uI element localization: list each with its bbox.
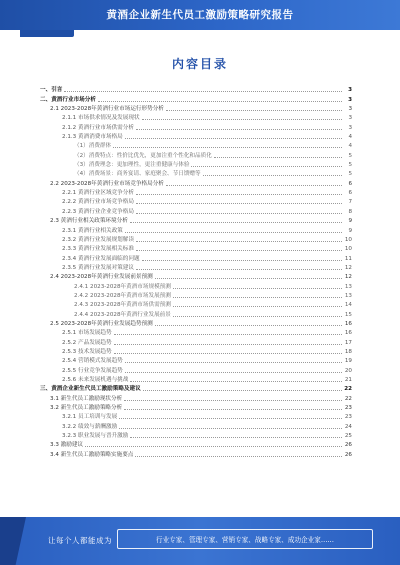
toc-entry-title: 2.2.3 黄酒行业企业竞争格局 (62, 208, 134, 215)
toc-page-number: 23 (344, 405, 352, 412)
toc-leader-dots (125, 232, 342, 233)
toc-entry-title: 2.3.5 黄酒行业发展对策建议 (62, 264, 134, 271)
toc-page-number: 4 (348, 143, 352, 150)
table-of-contents (40, 84, 352, 458)
toc-entry-title: 2.1.2 黄酒行业市场供需分析 (62, 124, 134, 131)
toc-page-number: 7 (348, 199, 352, 206)
toc-leader-dots (98, 101, 342, 102)
toc-page-number: 11 (344, 255, 352, 262)
toc-page-number: 26 (344, 442, 352, 449)
toc-leader-dots (155, 278, 342, 279)
toc-entry-title: 2.1.1 市场供求情况及发展现状 (62, 115, 140, 122)
toc-leader-dots (119, 418, 342, 419)
toc-entry[interactable] (40, 215, 352, 224)
toc-entry-title: 2.3.3 黄酒行业发展相关标准 (62, 246, 134, 253)
toc-entry[interactable] (40, 234, 352, 243)
toc-leader-dots (143, 390, 342, 391)
toc-leader-dots (125, 362, 342, 363)
toc-entry[interactable] (40, 318, 352, 327)
toc-heading: 内容目录 (171, 57, 228, 71)
toc-page-number: 6 (348, 190, 352, 197)
toc-leader-dots (114, 353, 342, 354)
toc-entry-title: 2.1 2023-2028年黄酒行业市场运行形势分析 (50, 106, 164, 113)
toc-entry-title: 2.5 2023-2028年黄酒行业发展趋势预测 (50, 320, 153, 327)
toc-entry-title: 3.2.3 职业发展与晋升激励 (62, 433, 129, 440)
toc-leader-dots (173, 288, 342, 289)
toc-entry[interactable] (40, 149, 352, 158)
toc-leader-dots (166, 185, 342, 186)
toc-leader-dots (114, 334, 342, 335)
toc-leader-dots (166, 110, 342, 111)
toc-entry[interactable] (40, 383, 352, 392)
toc-entry[interactable] (40, 252, 352, 261)
toc-entry[interactable] (40, 355, 352, 364)
toc-entry[interactable] (40, 439, 352, 448)
toc-entry[interactable] (40, 205, 352, 214)
toc-leader-dots (130, 381, 342, 382)
toc-entry[interactable] (40, 121, 352, 130)
toc-leader-dots (142, 260, 342, 261)
page-header-bar (0, 0, 400, 30)
toc-leader-dots (113, 147, 342, 148)
toc-leader-dots (142, 119, 342, 120)
toc-entry[interactable] (40, 308, 352, 317)
toc-page-number: 23 (344, 414, 352, 421)
toc-entry-title: （2）消费特点：性价比优先，更加注重个性化和品质化 (74, 152, 212, 159)
toc-page-number: 13 (344, 283, 352, 290)
toc-entry-title: 3.3 激励建议 (50, 442, 84, 449)
toc-entry[interactable] (40, 420, 352, 429)
toc-page-number: 15 (344, 311, 352, 318)
toc-entry-title: 2.3.1 黄酒行业相关政策 (62, 227, 123, 234)
toc-leader-dots (136, 250, 342, 251)
toc-entry-title: 2.5.3 技术发展趋势 (62, 348, 112, 355)
toc-entry-title: 2.4.3 2023-2028年黄酒市场供需预测 (74, 302, 171, 309)
toc-page-number: 8 (348, 208, 352, 215)
toc-entry-title: 2.2 2023-2028年黄酒行业市场竞争格局分析 (50, 180, 164, 187)
toc-entry-title: 3.1 新生代员工激励现状分析 (50, 395, 123, 402)
toc-entry[interactable] (40, 140, 352, 149)
toc-entry-title: 2.4 2023-2028年黄酒行业发展前景预测 (50, 274, 153, 281)
toc-page-number: 3 (348, 106, 352, 113)
toc-page-number: 3 (348, 87, 352, 94)
toc-entry-title: 2.5.1 市场发展趋势 (62, 330, 112, 337)
toc-page-number: 10 (344, 246, 352, 253)
toc-page-number: 3 (348, 115, 352, 122)
toc-page-number: 10 (344, 236, 352, 243)
toc-entry[interactable] (40, 168, 352, 177)
toc-entry[interactable] (40, 402, 352, 411)
toc-leader-dots (173, 306, 342, 307)
toc-page-number: 22 (344, 386, 352, 393)
toc-entry[interactable] (40, 430, 352, 439)
toc-page-number: 13 (344, 292, 352, 299)
toc-entry[interactable] (40, 103, 352, 112)
toc-leader-dots (119, 428, 342, 429)
toc-entry-title: （1）消费群体 (74, 143, 112, 150)
toc-entry-title: 2.3.2 黄酒行业发展规划解读 (62, 236, 134, 243)
toc-page-number: 26 (344, 451, 352, 458)
toc-page-number: 20 (344, 367, 352, 374)
toc-entry-title: （4）消费场景：商务宴请、家庭聚会、节日馈赠等 (74, 171, 201, 178)
footer-slogan-right: 行业专家、管理专家、营销专家、战略专家、成功企业家…… (155, 536, 335, 544)
toc-entry[interactable] (40, 84, 352, 93)
toc-leader-dots (191, 166, 342, 167)
toc-page-number: 5 (348, 152, 352, 159)
toc-leader-dots (124, 409, 342, 410)
toc-entry-title: 2.5.2 产品发展趋势 (62, 339, 112, 346)
footer-slogan-left: 让每个人都能成为 (48, 536, 112, 545)
toc-page-number: 25 (344, 433, 352, 440)
toc-entry[interactable] (40, 93, 352, 102)
toc-page-number: 24 (344, 423, 352, 430)
toc-leader-dots (136, 194, 342, 195)
toc-entry[interactable] (40, 177, 352, 186)
toc-entry[interactable] (40, 243, 352, 252)
toc-leader-dots (125, 372, 342, 373)
report-title: 黄酒企业新生代员工激励策略研究报告 (106, 9, 294, 21)
toc-page-number: 4 (348, 134, 352, 141)
toc-leader-dots (173, 297, 342, 298)
toc-entry-title: 二、黄酒行业市场分析 (40, 96, 96, 103)
toc-page-number: 16 (344, 320, 352, 327)
toc-entry-title: 3.4 新生代员工激励策略实施要点 (50, 451, 134, 458)
toc-leader-dots (114, 344, 342, 345)
toc-leader-dots (130, 222, 342, 223)
toc-leader-dots (64, 91, 342, 92)
toc-page-number: 5 (348, 171, 352, 178)
toc-entry[interactable] (40, 131, 352, 140)
toc-leader-dots (124, 400, 342, 401)
toc-entry-title: 2.2.1 黄酒行业区域竞争分析 (62, 190, 134, 197)
footer-accent-shape (0, 517, 26, 565)
toc-page-number: 19 (344, 358, 352, 365)
toc-entry[interactable] (40, 327, 352, 336)
toc-entry-title: 2.3 黄酒行业相关政策环境分析 (50, 218, 128, 225)
header-accent-tab (20, 30, 74, 37)
toc-leader-dots (214, 157, 342, 158)
toc-entry-title: 2.1.3 黄酒消费市场格局 (62, 134, 123, 141)
toc-page-number: 14 (344, 302, 352, 309)
toc-leader-dots (155, 325, 342, 326)
toc-leader-dots (203, 175, 342, 176)
toc-entry[interactable] (40, 448, 352, 457)
toc-entry[interactable] (40, 364, 352, 373)
toc-page-number: 9 (348, 227, 352, 234)
toc-entry-title: 2.4.4 2023-2028年黄酒行业发展前景 (74, 311, 171, 318)
toc-leader-dots (136, 213, 342, 214)
toc-entry[interactable] (40, 299, 352, 308)
toc-entry-title: 2.4.1 2023-2028年黄酒市场规模预测 (74, 283, 171, 290)
toc-entry[interactable] (40, 112, 352, 121)
toc-leader-dots (135, 456, 342, 457)
toc-entry[interactable] (40, 411, 352, 420)
toc-page-number: 6 (348, 180, 352, 187)
page-footer-bar (0, 517, 400, 565)
toc-entry-title: 2.4.2 2023-2028年黄酒市场发展预测 (74, 292, 171, 299)
toc-entry-title: 2.5.6 未来发展机遇与挑战 (62, 377, 129, 383)
toc-entry[interactable] (40, 374, 352, 383)
toc-entry[interactable] (40, 346, 352, 355)
toc-leader-dots (173, 316, 342, 317)
toc-entry[interactable] (40, 262, 352, 271)
toc-page-number: 3 (348, 124, 352, 131)
toc-entry[interactable] (40, 271, 352, 280)
toc-page-number: 22 (344, 395, 352, 402)
toc-leader-dots (130, 437, 342, 438)
toc-entry[interactable] (40, 196, 352, 205)
toc-page-number: 21 (344, 377, 352, 383)
toc-page-number: 16 (344, 330, 352, 337)
toc-page-number: 17 (344, 339, 352, 346)
toc-entry[interactable] (40, 187, 352, 196)
toc-entry-title: （3）消费理念：更加理性，更注重健康与体验 (74, 162, 190, 169)
toc-entry[interactable] (40, 336, 352, 345)
footer-slogan-box (117, 529, 373, 549)
toc-page-number: 3 (348, 96, 352, 103)
toc-leader-dots (136, 269, 342, 270)
toc-entry[interactable] (40, 280, 352, 289)
toc-leader-dots (136, 203, 342, 204)
toc-leader-dots (125, 138, 342, 139)
toc-entry-title: 一、引言 (40, 87, 63, 94)
toc-entry-title: 3.2 新生代员工激励策略分析 (50, 405, 123, 412)
toc-page-number: 12 (344, 274, 352, 281)
toc-leader-dots (136, 129, 342, 130)
toc-entry-title: 2.2.2 黄酒行业市场竞争格局 (62, 199, 134, 206)
toc-entry[interactable] (40, 290, 352, 299)
toc-page-number: 5 (348, 162, 352, 169)
toc-page-number: 18 (344, 348, 352, 355)
toc-entry-title: 2.5.5 行业竞争发展趋势 (62, 367, 123, 374)
toc-entry[interactable] (40, 392, 352, 401)
toc-leader-dots (136, 241, 342, 242)
toc-leader-dots (85, 446, 342, 447)
toc-entry[interactable] (40, 159, 352, 168)
toc-entry[interactable] (40, 224, 352, 233)
toc-entry-title: 2.5.4 营销模式发展趋势 (62, 358, 123, 365)
toc-page-number: 12 (344, 264, 352, 271)
toc-entry-title: 3.2.1 员工培训与发展 (62, 414, 118, 421)
toc-entry-title: 三、黄酒企业新生代员工激励策略及建议 (40, 386, 141, 393)
toc-entry-title: 2.3.4 黄酒行业发展面临的问题 (62, 255, 140, 262)
toc-entry-title: 3.2.2 绩效与薪酬激励 (62, 423, 118, 430)
toc-page-number: 9 (348, 218, 352, 225)
